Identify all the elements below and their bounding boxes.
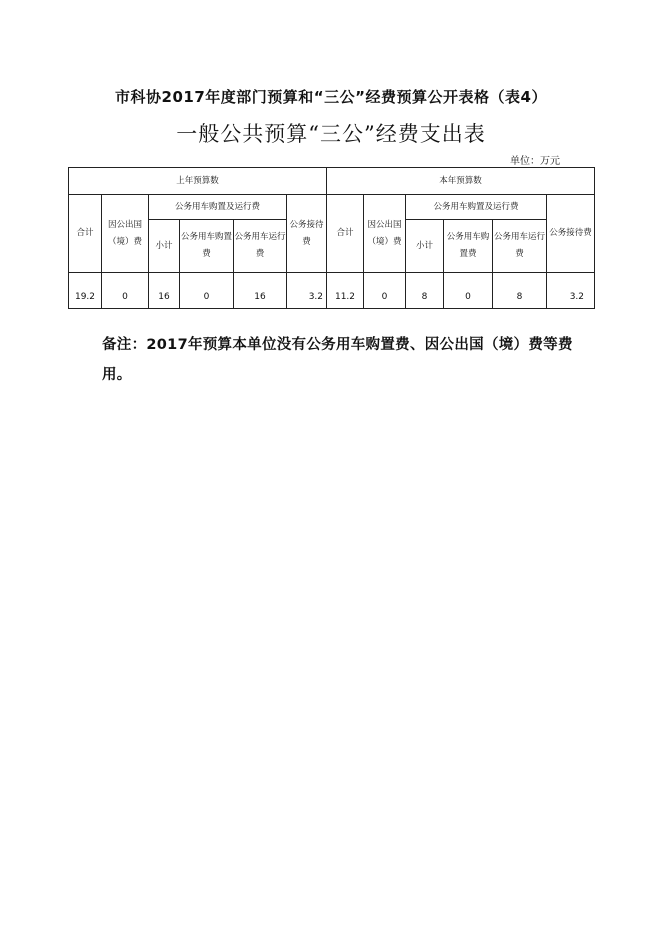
prev-vehicle-header: 公务用车购置及运行费 — [149, 195, 287, 220]
table-title: 一般公共预算“三公”经费支出表 — [176, 122, 486, 146]
prev-vehicle-purchase-header: 公务用车购置费 — [180, 220, 234, 273]
this-vehicle-header: 公务用车购置及运行费 — [406, 195, 547, 220]
this-vehicle-run-header: 公务用车运行费 — [493, 220, 547, 273]
this-subtotal-value: 8 — [406, 273, 444, 309]
prev-subtotal-value: 16 — [149, 273, 180, 309]
remark-note: 备注：2017年预算本单位没有公务用车购置费、因公出国（境）费等费用。 — [102, 337, 573, 383]
prev-total-value: 19.2 — [69, 273, 102, 309]
this-vehicle-run-value: 8 — [493, 273, 547, 309]
this-vehicle-purchase-header: 公务用车购置费 — [444, 220, 493, 273]
prev-reception-header: 公务接待费 — [287, 195, 327, 273]
table-row — [69, 273, 595, 309]
this-year-header: 本年预算数 — [327, 168, 595, 195]
prev-vehicle-run-value: 16 — [234, 273, 287, 309]
prev-vehicle-purchase-value: 0 — [180, 273, 234, 309]
prev-year-header: 上年预算数 — [69, 168, 327, 195]
this-total-header: 合计 — [327, 195, 364, 273]
prev-vehicle-run-header: 公务用车运行费 — [234, 220, 287, 273]
prev-abroad-header: 因公出国（境）费 — [102, 195, 149, 273]
prev-reception-value: 3.2 — [287, 273, 327, 309]
prev-subtotal-header: 小计 — [149, 220, 180, 273]
document-heading: 市科协2017年度部门预算和“三公”经费预算公开表格（表4） — [115, 88, 547, 106]
prev-abroad-value: 0 — [102, 273, 149, 309]
this-abroad-header: 因公出国（境）费 — [364, 195, 406, 273]
unit-label: 单位：万元 — [510, 156, 560, 167]
this-total-value: 11.2 — [327, 273, 364, 309]
three-public-expenses-table — [68, 167, 595, 309]
prev-total-header: 合计 — [69, 195, 102, 273]
this-reception-value: 3.2 — [547, 273, 595, 309]
this-abroad-value: 0 — [364, 273, 406, 309]
this-reception-header: 公务接待费 — [547, 195, 595, 273]
this-vehicle-purchase-value: 0 — [444, 273, 493, 309]
this-subtotal-header: 小计 — [406, 220, 444, 273]
